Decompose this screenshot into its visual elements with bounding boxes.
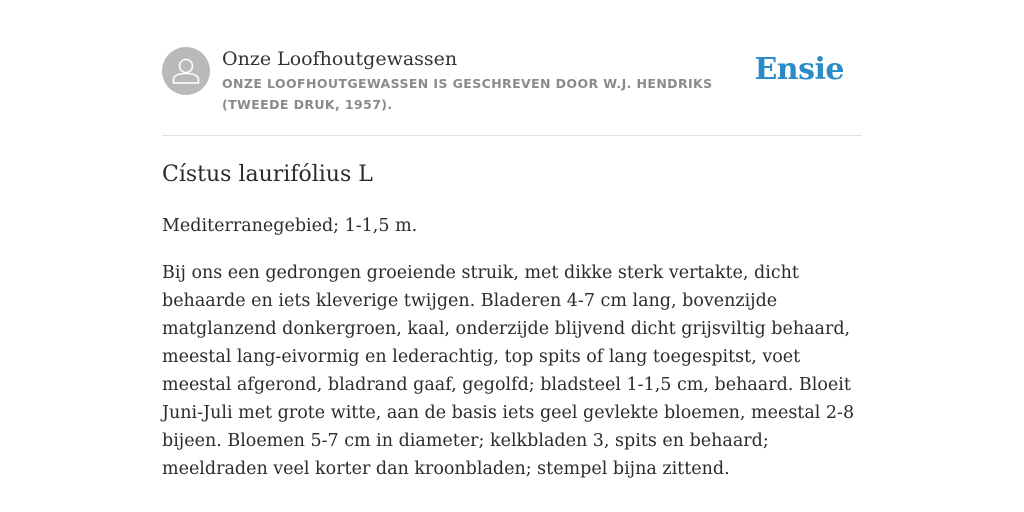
source-description: ONZE LOOFHOUTGEWASSEN IS GESCHREVEN DOOR W.J. HENDRIKS (TWEEDE DRUK, 1957). — [222, 76, 713, 112]
source-header — [162, 46, 862, 136]
entry-paragraph-description: Bij ons een gedrongen groeiende struik, met dikke sterk vertakte, dicht behaarde en iets kleverige twijgen. Bladeren 4-7 cm lang, bovenzijde matglanzend donkergroen, kaal, onderzijde blijvend dicht grijsviltig behaard, meestal lang-eivormig en lederachtig, top spits of lang toegespitst, voet meestal afgerond, bladrand gaaf, gegolfd; bladsteel 1-1,5 cm, behaard. Bloeit Juni-Juli met grote witte, aan de basis iets geel gevlekte bloemen, meestal 2-8 bijeen. Bloemen 5-7 cm in diameter; kelkbladen 3, spits en behaard; meeldraden veel korter dan kroonbladen; stempel bijna zittend. — [162, 263, 855, 479]
ensie-logo[interactable]: Ensie — [754, 52, 844, 87]
entry-paragraph-range: Mediterranegebied; 1-1,5 m. — [162, 216, 418, 236]
header-divider — [162, 135, 862, 136]
user-outline-icon — [162, 47, 210, 95]
source-title[interactable]: Onze Loofhoutgewassen — [222, 48, 458, 70]
entry-title: Cístus laurifólius L — [162, 162, 373, 187]
